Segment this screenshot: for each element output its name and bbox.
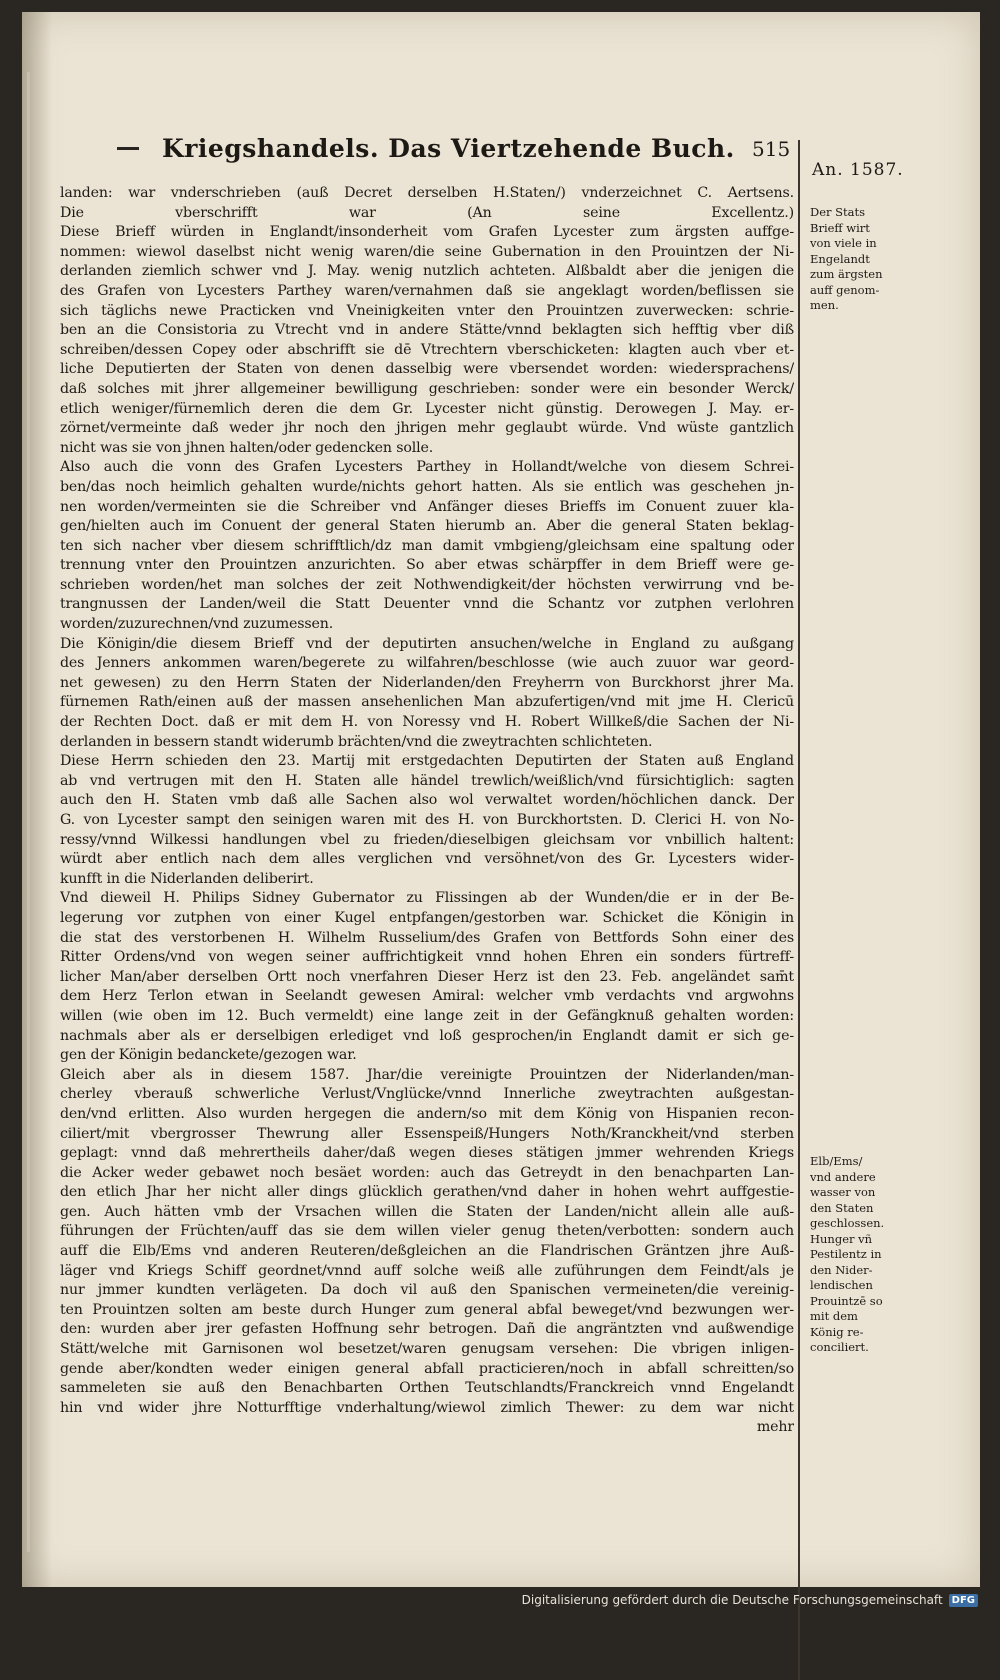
text-line: die stat des verstorbenen H. Wilhelm Russelium/des Grafen von Bettfords Sohn einer des bbox=[60, 929, 794, 946]
column-rule bbox=[798, 140, 800, 1680]
margin-note-line: men. bbox=[810, 298, 839, 312]
text-line: die Acker weder gebawet noch besäet worden: auch das Getreydt in den benachparten Lan- bbox=[60, 1164, 794, 1181]
header-dash bbox=[117, 147, 139, 150]
text-line: net gewesen) zu den Herrn Staten der Niderlanden/den Freyherrn von Burckhorst jhrer Ma. bbox=[60, 674, 794, 691]
text-line: zörnet/vermeinte daß weder jhr noch den jhrigen mehr geglaubt würde. Vnd wüste gantzlich bbox=[60, 420, 794, 437]
margin-note-letter bbox=[810, 205, 898, 314]
text-line: mehr bbox=[756, 1419, 794, 1436]
margin-note-line: conciliert. bbox=[810, 1340, 869, 1354]
text-line: ressy/vnnd Wilkessi handlungen vbel zu frieden/dieselbigen gleichsam vor vnbillich haltent: bbox=[60, 831, 794, 848]
dfg-logo: DFG bbox=[949, 1594, 978, 1607]
margin-note-line: vnd andere bbox=[810, 1169, 876, 1184]
text-line: Ritter Ordens/vnd von wegen seiner auffrichtigkeit vnnd hohen Ehren ein sonders fürtreff- bbox=[60, 949, 794, 966]
text-line: ben an die Consistoria zu Vtrecht vnd in andere Stätte/vnnd beklagten sich hefftig vber diß bbox=[60, 322, 794, 339]
text-line: derlanden ziemlich schwer vnd J. May. wenig nutzlich achteten. Alßbaldt aber die jenigen die bbox=[60, 263, 794, 280]
text-line: schreiben/dessen Copey oder abschrifft sie dē Vtrechtern vberschicketen: klagten auch vber et- bbox=[60, 341, 794, 358]
text-line: gende aber/kondten weder einigen general abfall practicieren/noch in abfall schreitten/so bbox=[60, 1360, 794, 1377]
text-line: G. von Lycester sampt den seinigen waren mit des H. von Burckhortsten. D. Clerici H. von No- bbox=[60, 812, 794, 828]
text-line: hin vnd wider jhre Notturfftige vnderhaltung/wiewol zimlich Thewer: zu dem war nicht bbox=[60, 1399, 794, 1416]
text-line: würdt aber entlich nach dem alles verglichen vnd versöhnet/von des Gr. Lycesters wider- bbox=[60, 851, 794, 868]
text-line: landen: war vnderschrieben (auß Decret derselben H.Staten/) vnderzeichnet C. Aertsens. bbox=[60, 185, 794, 201]
text-line: ciliert/mit vbergrosser Thewrung aller Essenspeiß/Hungers Noth/Kranckheit/vnd sterben bbox=[60, 1125, 794, 1142]
text-line: Diese Herrn schieden den 23. Martij mit erstgedachten Deputirten der Staten auß England bbox=[60, 753, 794, 770]
margin-note-line: Brieff wirt bbox=[810, 220, 870, 235]
text-line: den etlich Jhar her nicht aller dings glücklich gerathen/vnd daher in hohen wehrt auffgestie- bbox=[60, 1184, 794, 1201]
margin-note-line: Engelandt bbox=[810, 251, 870, 266]
text-line: willen (wie oben im 12. Buch vermeldt) eine lange zeit in der Gefängknuß gehalten worden: bbox=[60, 1007, 794, 1024]
text-line: ben/das noch heimlich gehalten wurde/nichts gehort hatten. Als sie entlich was geschehen jn- bbox=[60, 478, 794, 495]
text-line: Die Königin/die diesem Brieff vnd der deputirten ansuchen/welche in England zu außgang bbox=[60, 635, 794, 652]
text-line: nur jmmer kundten verlägeten. Da doch vil auß den Spanischen vermeineten/die vereinig- bbox=[60, 1282, 794, 1299]
text-line: Also auch die vonn des Grafen Lycesters Parthey in Hollandt/welche von diesem Schrei- bbox=[60, 459, 794, 476]
margin-note-line: den Nider- bbox=[810, 1262, 873, 1277]
margin-note-line: lendischen bbox=[810, 1278, 873, 1292]
body-text bbox=[60, 184, 794, 1438]
text-line: gen/hielten auch im Conuent der general Staten hierumb an. Aber die general Staten beklag- bbox=[60, 518, 794, 535]
text-line: läger vnd Kriegs Schiff geordnet/vnnd auff solche weiß alle zuführungen dem Feindt/als je bbox=[60, 1262, 794, 1279]
year-marginalia: An. 1587. bbox=[812, 160, 904, 180]
text-line: ten sich nacher vber diesem schrifftlich/dz man damit vmbgieng/gleichsam eine spaltung oder bbox=[60, 537, 794, 554]
text-line: gen. Auch hätten vmb der Vrsachen willen die Staten der Landen/nicht allein alle auß- bbox=[60, 1203, 794, 1220]
text-line: geplagt: vnnd daß mehrertheils daher/daß wegen dieses stätigen jmmer wehrenden Kriegs bbox=[60, 1145, 794, 1162]
text-line: auch den H. Staten vmb daß alle Sachen also wol verwaltet worden/höchlichen danck. Der bbox=[60, 792, 794, 809]
margin-note-line: Der Stats bbox=[810, 205, 866, 219]
text-line: führungen der Früchten/auff das sie dem willen vieler genug theten/verbotten: sondern auch bbox=[60, 1223, 794, 1240]
margin-note-line: zum ärgsten bbox=[810, 267, 883, 281]
text-line: nachmals aber als er derselbigen erlediget vnd loß gesprochen/in Englandt damit er sich ge- bbox=[60, 1027, 794, 1044]
margin-note-hunger bbox=[810, 1154, 898, 1356]
text-line: ten Prouintzen solten am beste durch Hunger zum general abfal beweget/vnd bezwungen wer- bbox=[60, 1301, 794, 1318]
text-line: etlich weniger/fürnemlich deren die dem Gr. Lycester nicht günstig. Derowegen J. May. er- bbox=[60, 400, 794, 417]
text-line: kunfft in die Niderlanden deliberirt. bbox=[60, 870, 314, 887]
text-line: ab vnd vertrugen mit den H. Staten alle händel trewlich/weißlich/vnd fürsichtiglich: sagten bbox=[60, 772, 794, 789]
text-line: schrieben worden/het man solches der zeit Nothwendigkeit/der höchsten verwirrung vnd be- bbox=[60, 576, 794, 593]
margin-note-line: Hunger vñ bbox=[810, 1231, 873, 1246]
text-line: sich täglichs newe Practicken vnd Vneinigkeiten vnter den Prouintzen zuverwecken: schrie- bbox=[60, 302, 794, 319]
digitization-credit bbox=[522, 1593, 978, 1607]
text-line: daß solches mit jhrer allgemeiner bewilligung geschrieben: sonder were ein besonder Werck/ bbox=[60, 380, 794, 397]
text-line: auff die Elb/Ems vnd anderen Reuteren/deßgleichen an die Flandrischen Gräntzen jhre Auß- bbox=[60, 1243, 794, 1260]
text-line: nicht was sie von jhnen halten/oder gedencken solle. bbox=[60, 439, 434, 456]
text-line: legerung vor zutphen von einer Kugel entpfangen/gestorben war. Schicket die Königin in bbox=[60, 909, 794, 926]
credit-text: Digitalisierung gefördert durch die Deutsche Forschungsgemeinschaft bbox=[521, 1593, 943, 1607]
running-title: Kriegshandels. Das Viertzehende Buch. bbox=[162, 134, 735, 163]
text-line: Stätt/welche mit Garnisonen wol besetzet/waren genugsam versehen: Die vbrigen inligen- bbox=[60, 1341, 794, 1358]
margin-note-line: Pestilentz in bbox=[810, 1247, 882, 1261]
text-line: des Grafen von Lycesters Parthey waren/vernahmen daß sie angeklagt worden/beflissen sie bbox=[60, 282, 794, 299]
text-line: trennung vnter den Prouintzen anzurichten. So aber etwas schärpffer in dem Brieff were ge- bbox=[60, 557, 794, 574]
text-line: licher Man/aber derselben Ortt noch vnerfahren Dieser Herz ist den 23. Feb. angeländet sam̄t bbox=[60, 968, 794, 985]
text-line: cherley vberauß schwerliche Verlust/Vnglücke/vnnd Innerliche zweytrachten außgestan- bbox=[60, 1086, 794, 1103]
text-line: den: wurden aber jrer gefasten Hoffnung sehr betrogen. Dañ die angräntzten vnd außwendige bbox=[60, 1321, 794, 1338]
margin-note-line: auff genom- bbox=[810, 282, 880, 297]
text-line: Vnd dieweil H. Philips Sidney Gubernator zu Flissingen ab der Wunden/die er in der Be- bbox=[60, 890, 794, 907]
text-line: den/vnd erlitten. Also wurden hergegen die andern/so mit dem König von Hispanien recon- bbox=[60, 1105, 794, 1122]
text-line: nen worden/vermeinten sie die Schreiber vnd Anfänger dieses Brieffs im Conuent zuuer kla- bbox=[60, 498, 794, 515]
text-line: nommen: wiewol daselbst nicht wenig waren/die seine Gubernation in den Prouintzen der Ni- bbox=[60, 243, 794, 260]
margin-note-line: wasser von bbox=[810, 1185, 876, 1199]
margin-note-line: geschlossen. bbox=[810, 1216, 885, 1230]
margin-note-line: von viele in bbox=[810, 236, 877, 250]
text-line: trangnussen der Landen/weil die Statt Deuenter vnnd die Schantz vor zutphen verlohren bbox=[60, 596, 794, 613]
text-line: dem Herz Terlon etwan in Seelandt gewesen Amiral: welcher vmb verdachts vnd argwohns bbox=[60, 988, 794, 1005]
book-page bbox=[22, 12, 980, 1587]
text-line: worden/zuzurechnen/vnd zuzumessen. bbox=[60, 616, 334, 633]
text-line: Diese Brieff würden in Englandt/insonderheit vom Grafen Lycester zum ärgsten auffge- bbox=[60, 224, 794, 241]
text-line: derlanden in bessern standt widerumb brächten/vnd die zweytrachten schlichteten. bbox=[60, 733, 653, 750]
margin-note-line: den Staten bbox=[810, 1200, 874, 1215]
page-number: 515 bbox=[752, 137, 791, 161]
text-line: gen der Königin bedanckete/gezogen war. bbox=[60, 1047, 357, 1064]
text-line: der Rechten Doct. daß er mit dem H. von Noressy vnd H. Robert Willkeß/die Sachen der Ni- bbox=[60, 714, 794, 731]
text-line: des Jenners ankommen waren/begerete zu wilfahren/beschlosse (wie auch zuuor war geord- bbox=[60, 655, 794, 672]
margin-note-line: Elb/Ems/ bbox=[810, 1154, 863, 1168]
page-edge bbox=[27, 72, 30, 1552]
text-line: sammeleten sie auß den Benachbarten Orthen Teutschlandts/Franckreich vnnd Engelandt bbox=[60, 1380, 794, 1397]
text-line: fürnemen Rath/einen auß der massen ansehenlichen Man abzufertigen/vnd mit jme H. Clericū bbox=[60, 694, 794, 711]
text-line: liche Deputierten der Staten von denen dasselbig were vbersendet worden: wiedersprachens/ bbox=[60, 361, 794, 378]
text-line: Gleich aber als in diesem 1587. Jhar/die vereinigte Prouintzen der Niderlanden/man- bbox=[60, 1066, 794, 1083]
margin-note-line: Prouintzē so bbox=[810, 1293, 883, 1308]
margin-note-line: mit dem bbox=[810, 1309, 858, 1323]
text-line: Die vberschrifft war (An seine Excellentz.) bbox=[60, 204, 794, 221]
margin-note-line: König re- bbox=[810, 1324, 864, 1339]
